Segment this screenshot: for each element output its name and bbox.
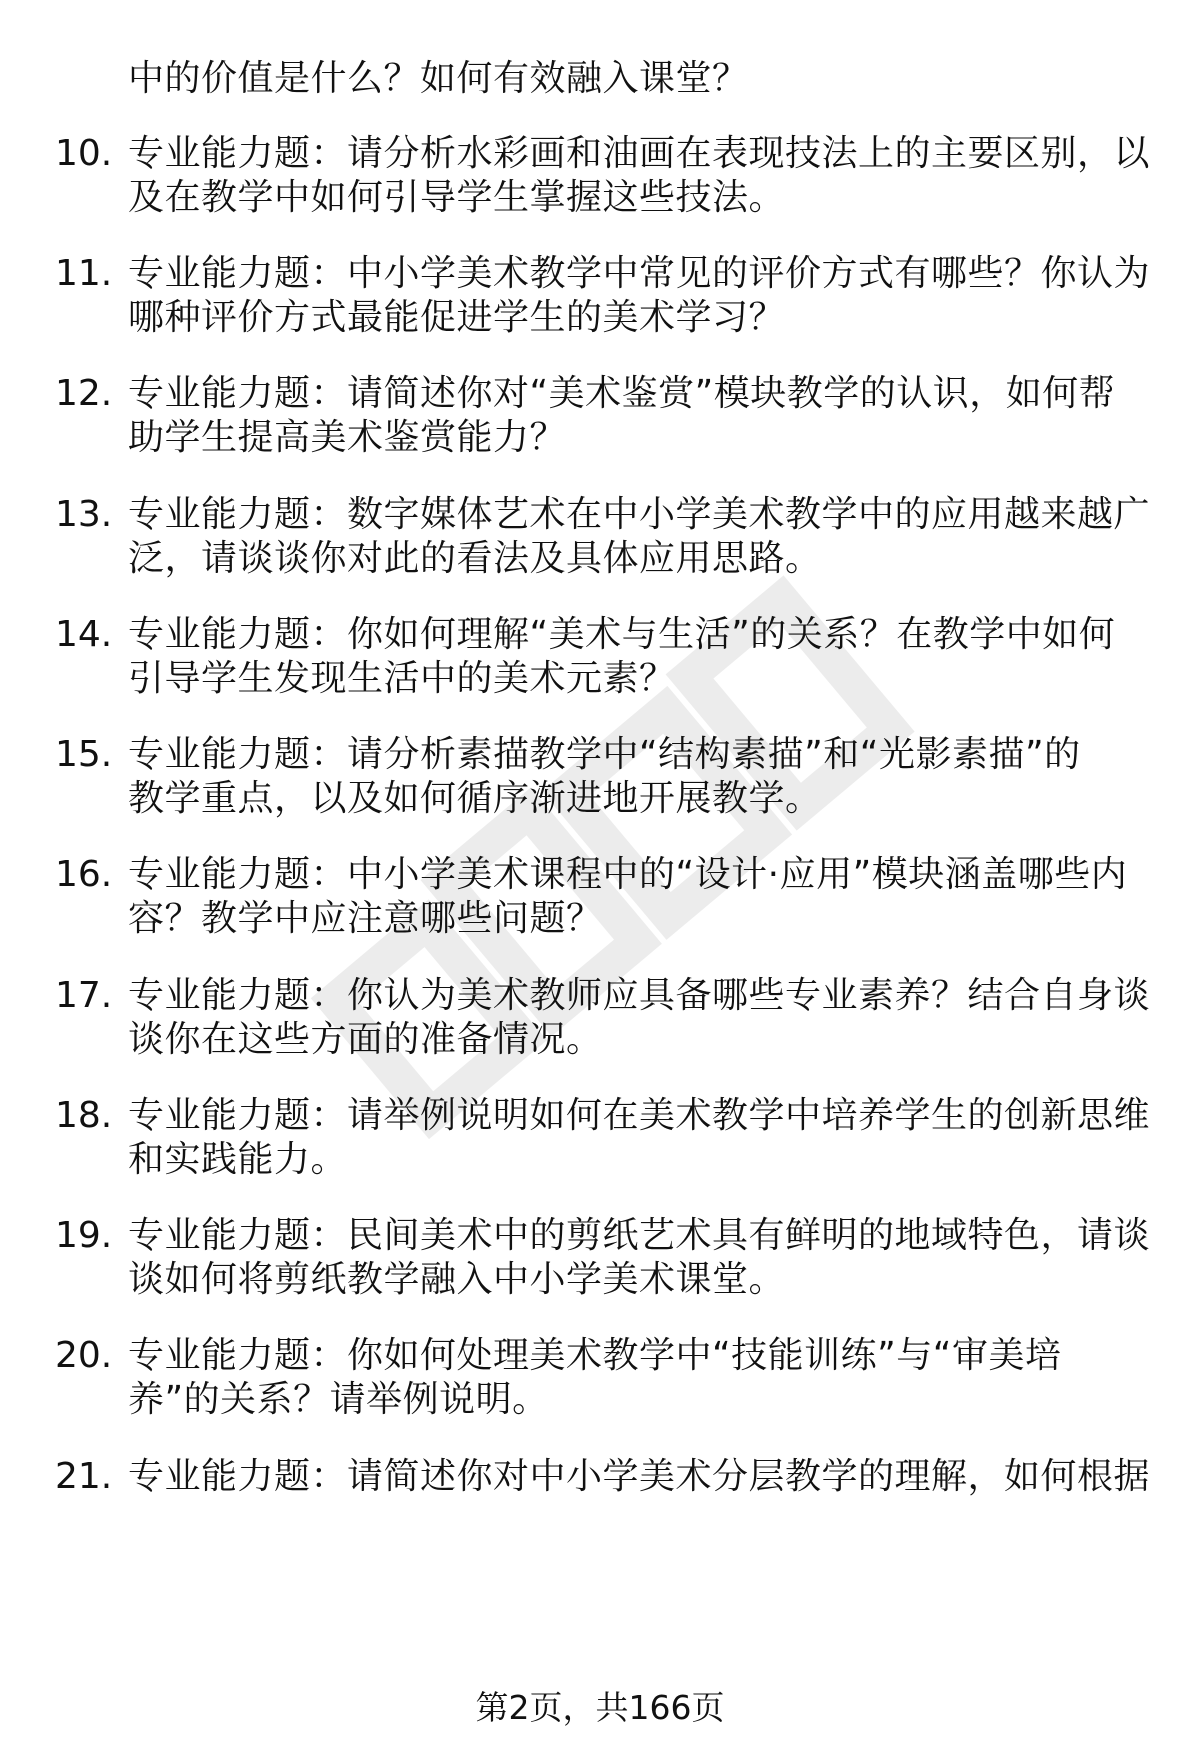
item-text-line: 谈如何将剪纸教学融入中小学美术课堂。 — [128, 1259, 786, 1300]
item-text-line: 专业能力题：你如何理解“美术与生活”的关系？在教学中如何 — [128, 614, 1116, 655]
item-text-line: 专业能力题：你如何处理美术教学中“技能训练”与“审美培 — [128, 1335, 1062, 1376]
item-text-line: 专业能力题：你认为美术教师应具备哪些专业素养？结合自身谈 — [128, 975, 1151, 1016]
item-text-line: 专业能力题：请举例说明如何在美术教学中培养学生的创新思维 — [128, 1095, 1151, 1136]
item-text-line: 容？教学中应注意哪些问题？ — [128, 898, 603, 939]
item-text-line: 专业能力题：请分析素描教学中“结构素描”和“光影素描”的 — [128, 734, 1081, 775]
item-text-line: 专业能力题：民间美术中的剪纸艺术具有鲜明的地域特色，请谈 — [128, 1215, 1151, 1256]
item-number: 11. — [55, 253, 113, 294]
item-text-line: 专业能力题：中小学美术教学中常见的评价方式有哪些？你认为 — [128, 253, 1151, 294]
item-text-line: 专业能力题：请简述你对“美术鉴赏”模块教学的认识，如何帮 — [128, 373, 1116, 414]
item-number: 12. — [55, 373, 113, 414]
item-text-line: 和实践能力。 — [128, 1139, 348, 1180]
item-number: 15. — [55, 734, 113, 775]
item-text-line: 谈你在这些方面的准备情况。 — [128, 1019, 603, 1060]
item-number: 18. — [55, 1095, 113, 1136]
item-text-line: 哪种评价方式最能促进学生的美术学习？ — [128, 297, 786, 338]
item-text-line: 及在教学中如何引导学生掌握这些技法。 — [128, 177, 786, 218]
item-number: 13. — [55, 494, 113, 535]
continuation-text: 中的价值是什么？如何有效融入课堂？ — [128, 58, 749, 99]
item-text-line: 助学生提高美术鉴赏能力？ — [128, 417, 567, 458]
item-text-line: 专业能力题：数字媒体艺术在中小学美术教学中的应用越来越广 — [128, 494, 1151, 535]
item-text-line: 专业能力题：中小学美术课程中的“设计·应用”模块涵盖哪些内 — [128, 854, 1128, 895]
item-number: 17. — [55, 975, 113, 1016]
item-number: 20. — [55, 1335, 113, 1376]
item-text-line: 专业能力题：请分析水彩画和油画在表现技法上的主要区别，以 — [128, 133, 1151, 174]
item-text-line: 引导学生发现生活中的美术元素？ — [128, 658, 676, 699]
item-text-line: 教学重点，以及如何循序渐进地开展教学。 — [128, 778, 822, 819]
item-text-line: 泛，请谈谈你对此的看法及具体应用思路。 — [128, 538, 822, 579]
item-text-line: 专业能力题：请简述你对中小学美术分层教学的理解，如何根据 — [128, 1456, 1151, 1497]
page-footer: 第2页，共166页 — [475, 1688, 725, 1727]
item-number: 16. — [55, 854, 113, 895]
item-number: 10. — [55, 133, 113, 174]
item-number: 14. — [55, 614, 113, 655]
item-number: 21. — [55, 1456, 113, 1497]
item-number: 19. — [55, 1215, 113, 1256]
item-text-line: 养”的关系？请举例说明。 — [128, 1379, 549, 1420]
